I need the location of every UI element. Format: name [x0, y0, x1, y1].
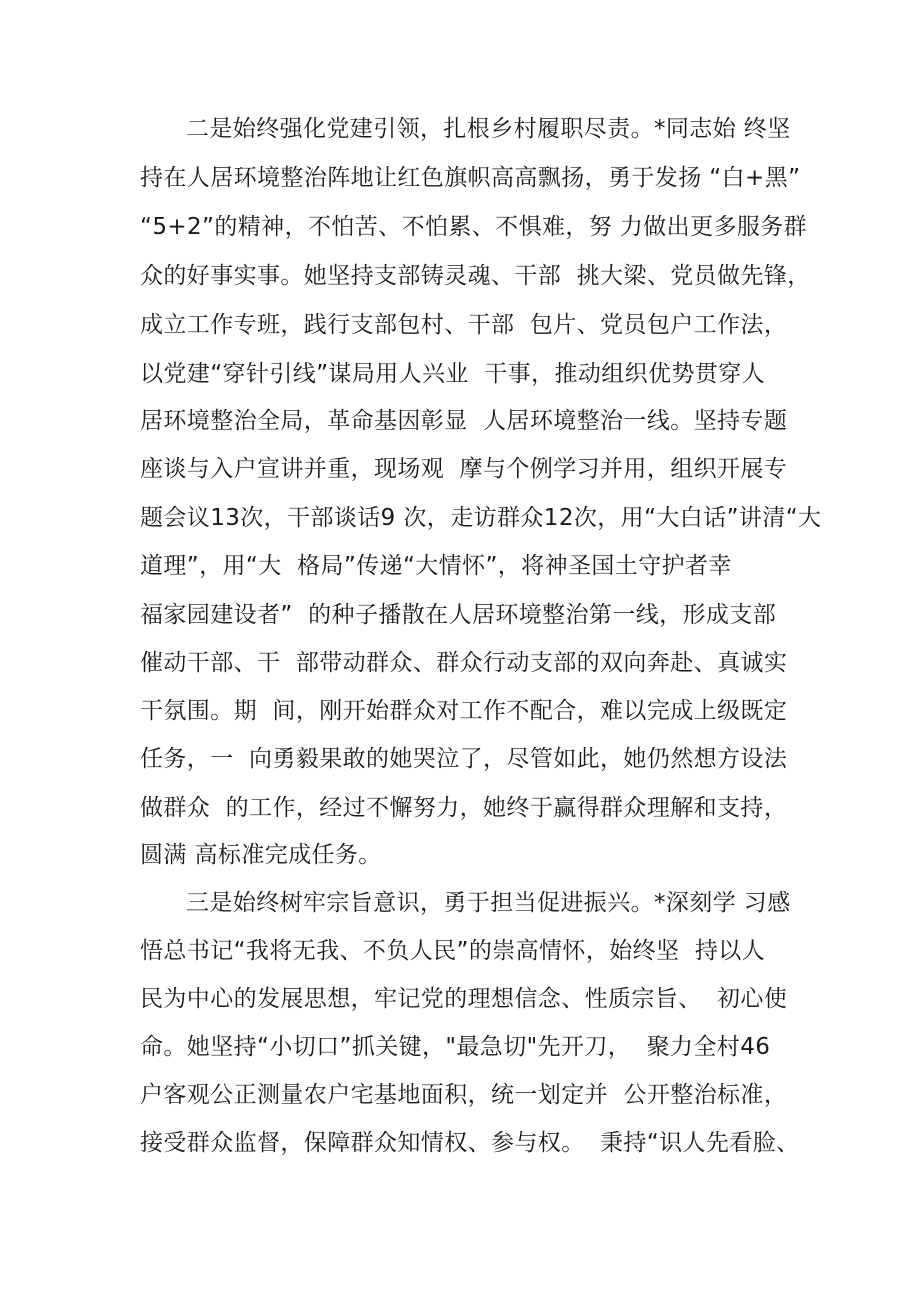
- para-2-line-14: 任务，一 向勇毅果敢的她哭泣了，尽管如此，她仍然想方设法: [140, 746, 788, 772]
- para-2-line-9: 题会议13次，干部谈话9 次，走访群众12次，用“大白话”讲清“大: [140, 505, 822, 531]
- para-2-line-4: 众的好事实事。她坚持支部铸灵魂、干部 挑大梁、党员做先锋，: [140, 263, 811, 289]
- para-2-line-3: “5+2”的精神，不怕苦、不怕累、不惧难，努 力做出更多服务群: [140, 214, 808, 240]
- para-2-line-10: 道理”，用“大 格局”传递“大情怀”，将神圣国土守护者幸: [140, 553, 732, 579]
- para-3-line-1: 三是始终树牢宗旨意识，勇于担当促进振兴。*深刻学 习感: [186, 890, 791, 916]
- para-3-line-3: 民为中心的发展思想，牢记党的理想信念、性质宗旨、 初心使: [140, 986, 788, 1012]
- para-3-line-4: 命。她坚持“小切口”抓关键，"最急切"先开刀， 聚力全村46: [140, 1034, 771, 1060]
- para-3-line-5: 户客观公正测量农户宅基地面积，统一划定并 公开整治标准，: [140, 1082, 788, 1108]
- para-2-line-7: 居环境整治全局，革命基因彰显 人居环境整治一线。坚持专题: [140, 408, 788, 434]
- para-3-line-2: 悟总书记“我将无我、不负人民”的崇高情怀，始终坚 持以人: [140, 938, 766, 964]
- para-2-line-8: 座谈与入户宣讲并重，现场观 摩与个例学习并用，组织开展专: [140, 456, 788, 482]
- para-2-line-16: 圆满 高标准完成任务。: [140, 842, 382, 868]
- para-2-line-11: 福家园建设者” 的种子播散在人居环境整治第一线，形成支部: [140, 602, 777, 628]
- para-2-line-5: 成立工作专班，践行支部包村、干部 包片、党员包户工作法，: [140, 312, 788, 338]
- para-2-line-6: 以党建“穿针引线”谋局用人兴业 干事，推动组织优势贯穿人: [140, 361, 766, 387]
- para-3-line-6: 接受群众监督，保障群众知情权、参与权。 秉持“识人先看脸、: [140, 1130, 800, 1156]
- para-2-line-13: 干氛围。期 间，刚开始群众对工作不配合，难以完成上级既定: [140, 698, 788, 724]
- para-2-line-12: 催动干部、干 部带动群众、群众行动支部的双向奔赴、真诚实: [140, 650, 788, 676]
- para-2-line-2: 持在人居环境整治阵地让红色旗帜高高飘扬，勇于发扬 “白+黑”: [140, 165, 801, 191]
- para-2-line-15: 做群众 的工作，经过不懈努力，她终于赢得群众理解和支持，: [140, 795, 788, 821]
- para-2-line-1: 二是始终强化党建引领，扎根乡村履职尽责。*同志始 终坚: [186, 116, 791, 142]
